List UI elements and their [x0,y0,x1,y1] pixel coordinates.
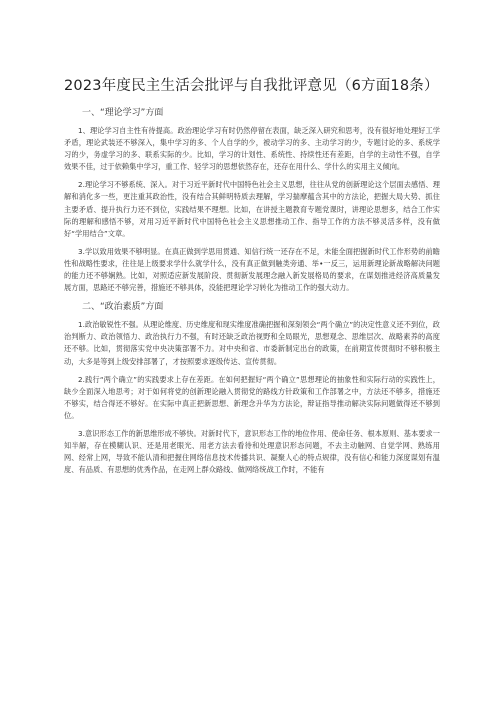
section-heading: 二、“政治素质”方面 [82,302,164,313]
paragraph: 1、理论学习自主性有待提高。政治理论学习有时仍然停留在表面，缺乏深入研究和思考，没有很好地处理好工学矛盾，理论武装还不够深入，集中学习的多、个人自学的少，被动学习的多、主动学习的少，专题讨论的多、系统学习的少，务虚学习的多、联系实际的少。比如，学习的计划性、系统性、持续性还有差距，自学的主动性不强，自学效果不佳，过于依赖集中学习，重工作、轻学习的思想依然存在，还存在用什么、学什么的实用主义倾向。 [64,126,440,172]
paragraph: 1.政治敏锐性不强。从理论维度、历史维度和现实维度准确把握和深刻领会“两个确立”的决定性意义还不到位，政治判断力、政治领悟力、政治执行力不强，有时还缺乏政治视野和全局眼光，思想观念、思维层次、战略素养的高度还不够。比如，贯彻落实党中央决策部署不力。对中央和省、市委新制定出台的政策，在前期宣传贯彻时不够积极主动，大多是等到上级安排部署了，才按照要求逐级传达、宣传贯彻。 [64,320,440,366]
paragraph: 2.理论学习不够系统、深入。对于习近平新时代中国特色社会主义思想，往往从党的创新理论这个层面去感悟、理解和消化多一些，更注重其政治性，没有结合其鲜明特质去理解，学习揣摩蕴含其中的方法论，把握大局大势、抓住主要矛盾、提升执行力还不到位，实践结果不理想。比如，在讲授主题教育专题党课时，讲理论思想多，结合工作实际的理解和感悟不够，对用习近平新时代中国特色社会主义思想推动工作、指导工作的方法不够灵活多样，没有做好“学用结合”文章。 [64,180,440,238]
section-heading: 一、“理论学习”方面 [82,108,164,118]
section-theory-study [64,106,440,294]
paragraph: 2.践行“两个确立”的实践要求上存在差距。在如何把握好“两个确立”思想理论的抽象性和实际行动的实践性上，缺少全面深入地思考；对于如何将党的创新理论融入贯彻党的路线方针政策和工作部署之中，方法还不够多，措施还不够实，结合得还不够好。在实际中真正把新思想、新理念升华为方法论，辩证指导推动解决实际问题做得还不够到位。 [64,374,440,420]
document-title: 2023年度民主生活会批评与自我批评意见（6方面18条） [64,78,439,94]
paragraph: 3.意识形态工作的新思维形成不够快。对新时代下，意识形态工作的地位作用、使命任务、根本原则、基本要求一知半解，存在模糊认识、还是用老眼光、用老方法去看待和处理意识形态问题，不去主动触网、自觉学网、熟练用网、经常上网，导致不能认清和把握住网络信息技术传播共识、凝聚人心的特点规律，没有信心和能力深度谋划有温度、有品质、有思想的优秀作品，在走网上群众路线、做网络统战工作时，不能有 [64,428,440,475]
paragraph: 3.学以致用效果不够明显。在真正做到学思用贯通、知信行统一还存在不足，未能全面把握新时代工作形势的前瞻性和战略性要求，往往是上级要求学什么就学什么，没有真正做到触类旁通、举•一反三，运用新理论新战略解决问题的能力还不够娴熟。比如，对照适应新发展阶段、贯彻新发展理念融入新发展格局的要求，在谋划推进经济高质量发展方面，思路还不够完善，措施还不够具体，没能把理论学习转化为推动工作的强大动力。 [64,246,440,293]
section-political-quality [64,300,440,476]
